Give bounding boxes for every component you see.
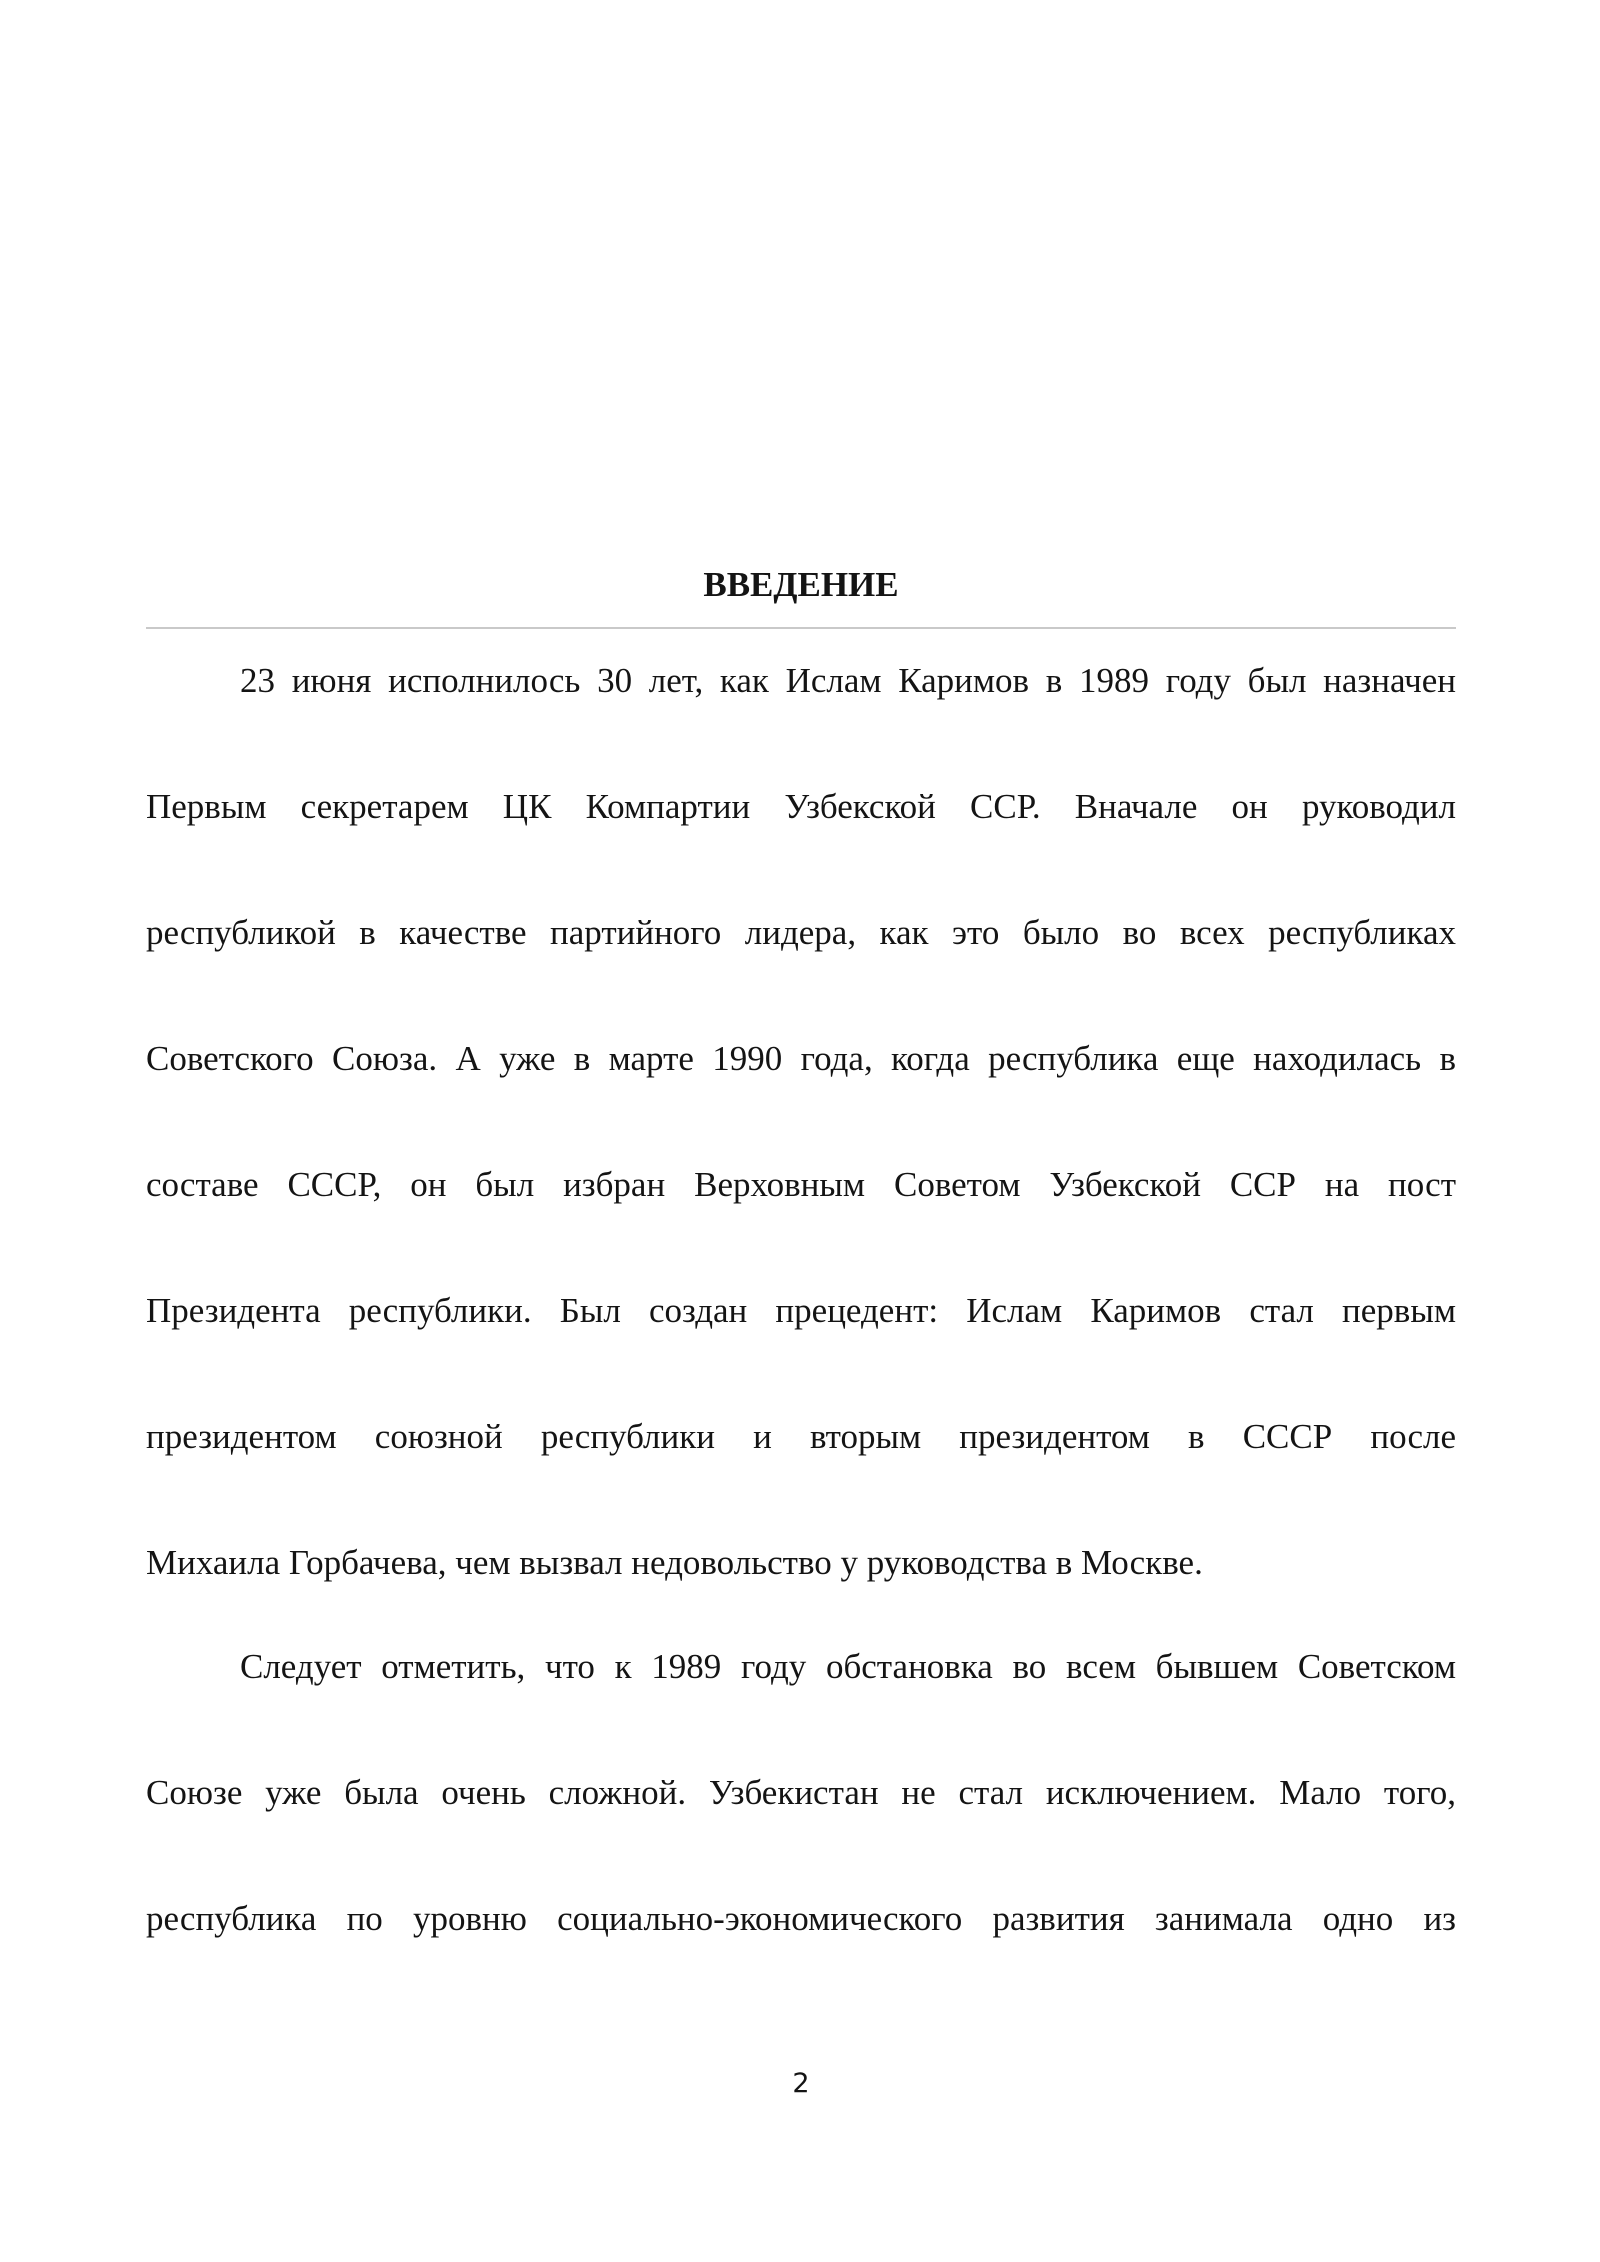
heading-divider bbox=[146, 627, 1456, 629]
paragraph-1-line-5: составе СССР, он был избран Верховным Советом Узбекской ССР на пост bbox=[146, 1165, 1456, 1204]
paragraph-1-line-8: Михаила Горбачева, чем вызвал недовольство у руководства в Москве. bbox=[146, 1543, 1203, 1582]
paragraph-1-line-4: Советского Союза. А уже в марте 1990 года, когда республика еще находилась в bbox=[146, 1039, 1456, 1078]
page-number: 2 bbox=[792, 2068, 810, 2099]
paragraph-1-line-2: Первым секретарем ЦК Компартии Узбекской ССР. Вначале он руководил bbox=[146, 787, 1456, 826]
paragraph-2-line-2: Союзе уже была очень сложной. Узбекистан не стал исключением. Мало того, bbox=[146, 1773, 1456, 1812]
section-heading: ВВЕДЕНИЕ bbox=[703, 565, 899, 604]
paragraph-2-line-1: Следует отметить, что к 1989 году обстановка во всем бывшем Советском bbox=[240, 1647, 1456, 1686]
paragraph-1-line-6: Президента республики. Был создан прецедент: Ислам Каримов стал первым bbox=[146, 1291, 1456, 1330]
paragraph-1-line-3: республикой в качестве партийного лидера, как это было во всех республиках bbox=[146, 913, 1456, 952]
paragraph-2-line-3: республика по уровню социально-экономического развития занимала одно из bbox=[146, 1899, 1456, 1938]
paragraph-1-line-7: президентом союзной республики и вторым президентом в СССР после bbox=[146, 1417, 1456, 1456]
paragraph-1-line-1: 23 июня исполнилось 30 лет, как Ислам Каримов в 1989 году был назначен bbox=[240, 661, 1456, 700]
